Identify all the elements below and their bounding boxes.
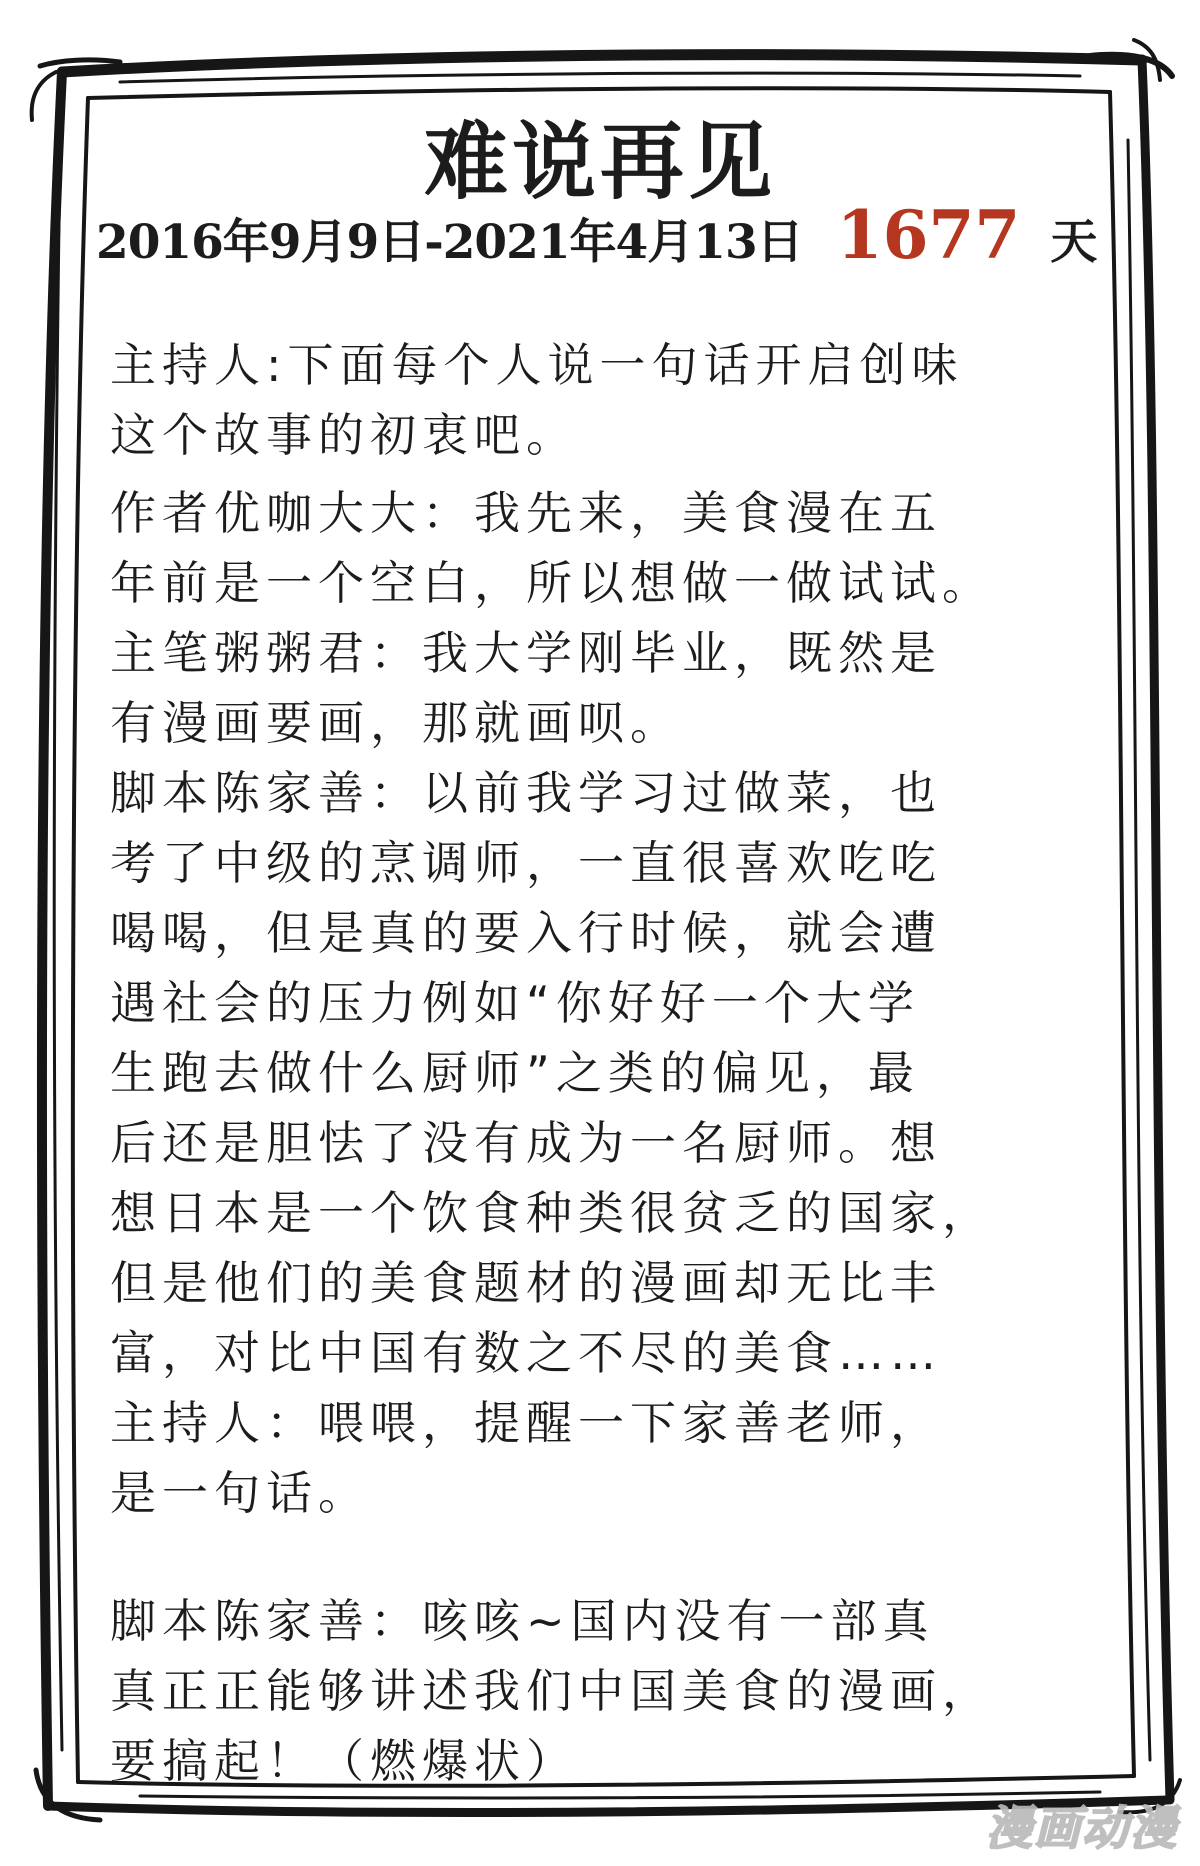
text-line: 这个故事的初衷吧。 [110,408,578,462]
date-line [96,196,1116,276]
paragraph-scriptwriter [110,758,1100,1388]
text-line: 考了中级的烹调师，一直很喜欢吃吃 [110,836,942,890]
text-line: 有漫画要画，那就画呗。 [110,696,682,750]
paragraph-host-intro [110,330,1100,470]
date-range: 2016年9月9日-2021年4月13日 [96,215,803,270]
text-line: 想日本是一个饮食种类很贫乏的国家， [110,1186,994,1240]
day-unit: 天 [1050,215,1098,270]
paragraph-host-reminder [110,1388,1100,1528]
page-title: 难说再见 [423,112,776,211]
text-line: 喝喝，但是真的要入行时候，就会遭 [110,906,942,960]
dialogue-body [110,330,1100,1796]
text-line: 生跑去做什么厨师”之类的偏见，最 [110,1046,920,1100]
text-line: 脚本陈家善：咳咳~国内没有一部真 [110,1594,935,1648]
text-line: 年前是一个空白，所以想做一做试试。 [110,556,994,610]
text-line: 主持人：喂喂，提醒一下家善老师， [110,1396,942,1450]
watermark-logo: 漫画动漫 [986,1801,1178,1855]
text-line: 主持人:下面每个人说一句话开启创味 [110,338,964,392]
day-count: 1677 [836,196,1021,274]
text-line: 遇社会的压力例如“你好好一个大学 [110,976,920,1030]
text-line: 要搞起！（燃爆状） [110,1734,578,1788]
text-line: 但是他们的美食题材的漫画却无比丰 [110,1256,942,1310]
text-line: 富，对比中国有数之不尽的美食…… [110,1326,942,1380]
paragraph-scriptwriter-final [110,1586,1100,1796]
text-line: 主笔粥粥君：我大学刚毕业，既然是 [110,626,942,680]
text-line: 作者优咖大大：我先来，美食漫在五 [110,486,942,540]
text-line: 真正正能够讲述我们中国美食的漫画， [110,1664,994,1718]
text-line: 是一句话。 [110,1466,370,1520]
paragraph-illustrator [110,618,1100,758]
text-line: 脚本陈家善：以前我学习过做菜，也 [110,766,942,820]
text-line: 后还是胆怯了没有成为一名厨师。想 [110,1116,942,1170]
paragraph-author [110,478,1100,618]
